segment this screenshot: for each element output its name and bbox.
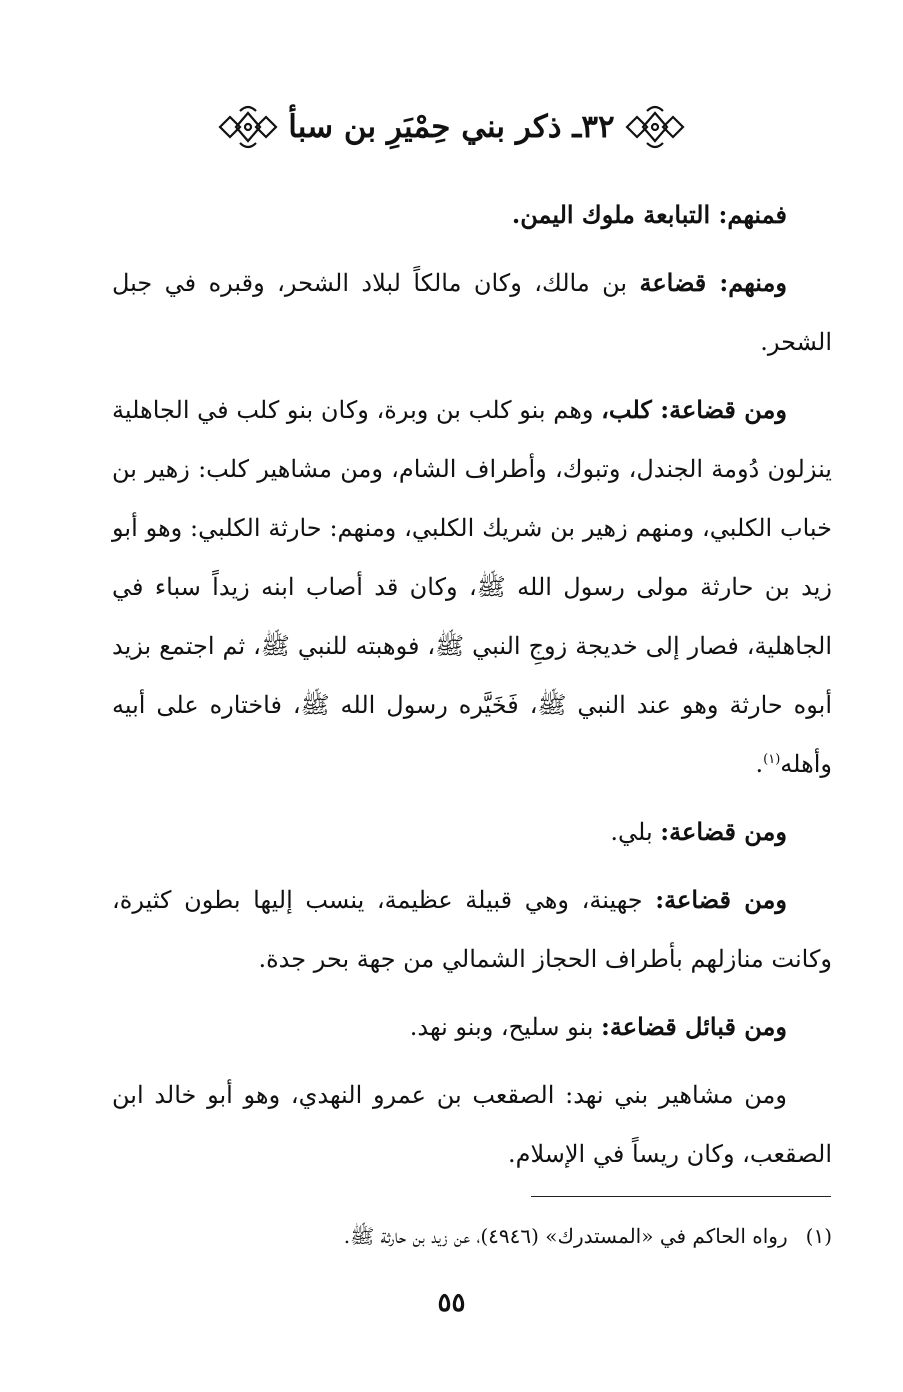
footnote	[112, 1220, 832, 1252]
footnote-number: (١)	[805, 1224, 832, 1248]
paragraph-lead: ومن قضاعة: كلب،	[601, 395, 787, 424]
paragraph-3	[112, 380, 832, 794]
paragraph-5	[112, 870, 832, 989]
paragraph-text: بنو سليح، وبنو نهد.	[409, 1013, 602, 1041]
footnote-divider	[531, 1196, 831, 1197]
arabesque-ornament-left-icon	[216, 103, 280, 151]
paragraph-4	[112, 802, 832, 862]
paragraph-2	[112, 253, 832, 372]
paragraph-lead: ومن قضاعة:	[660, 817, 787, 846]
chapter-header	[0, 92, 903, 162]
footnote-text: رواه الحاكم في «المستدرك» (٤٩٤٦)، عن زيد بن حارثة ﷺ.	[343, 1224, 788, 1248]
paragraph-text: ومن مشاهير بني نهد: الصقعب بن عمرو النهدي، وهو أبو خالد ابن الصقعب، وكان ريساً في الإسلام.	[112, 1081, 832, 1168]
paragraph-lead: ومن قبائل قضاعة:	[601, 1012, 787, 1041]
paragraph-lead: فمنهم: التبابعة ملوك اليمن.	[511, 200, 787, 229]
paragraph-lead: ومن قضاعة:	[655, 885, 787, 914]
paragraph-6	[112, 997, 832, 1057]
paragraph-tail: .	[755, 750, 764, 778]
paragraph-text: جهينة، وهي قبيلة عظيمة، ينسب إليها بطون كثيرة، وكانت منازلهم بأطراف الحجاز الشمالي من جهة بحر جدة.	[112, 886, 832, 973]
paragraph-1	[112, 185, 832, 245]
paragraph-7	[112, 1065, 832, 1184]
paragraph-text: وهم بنو كلب بن وبرة، وكان بنو كلب في الجاهلية ينزلون دُومة الجندل، وتبوك، وأطراف الشام، ومن مشاهير كلب: زهير بن خباب الكلبي، ومنهم زهير بن شريك الكلبي، ومنهم: حارثة الكلبي: وهو أبو زيد بن حارثة مولى رسول الله ﷺ، وكان قد أصاب ابنه زيداً سباء في الجاهلية، فصار إلى خديجة زوجِ النبي ﷺ، فوهبته للنبي ﷺ، ثم اجتمع بزيد أبوه حارثة وهو عند النبي ﷺ، فَخَيَّره رسول الله ﷺ، فاختاره على أبيه وأهله	[112, 396, 832, 778]
footnote-reference[interactable]: (١)	[763, 752, 781, 767]
paragraph-text: بن مالك، وكان مالكاً لبلاد الشحر، وقبره في جبل الشحر.	[112, 269, 832, 356]
page-number: ٥٥	[437, 1288, 466, 1318]
paragraph-text: بلي.	[610, 818, 661, 846]
chapter-title: ٣٢ـ ذكر بني حِمْيَرِ بن سبأ	[288, 109, 615, 145]
body-text	[112, 185, 832, 1192]
arabesque-ornament-right-icon	[623, 103, 687, 151]
paragraph-lead: ومنهم: قضاعة	[639, 268, 787, 297]
